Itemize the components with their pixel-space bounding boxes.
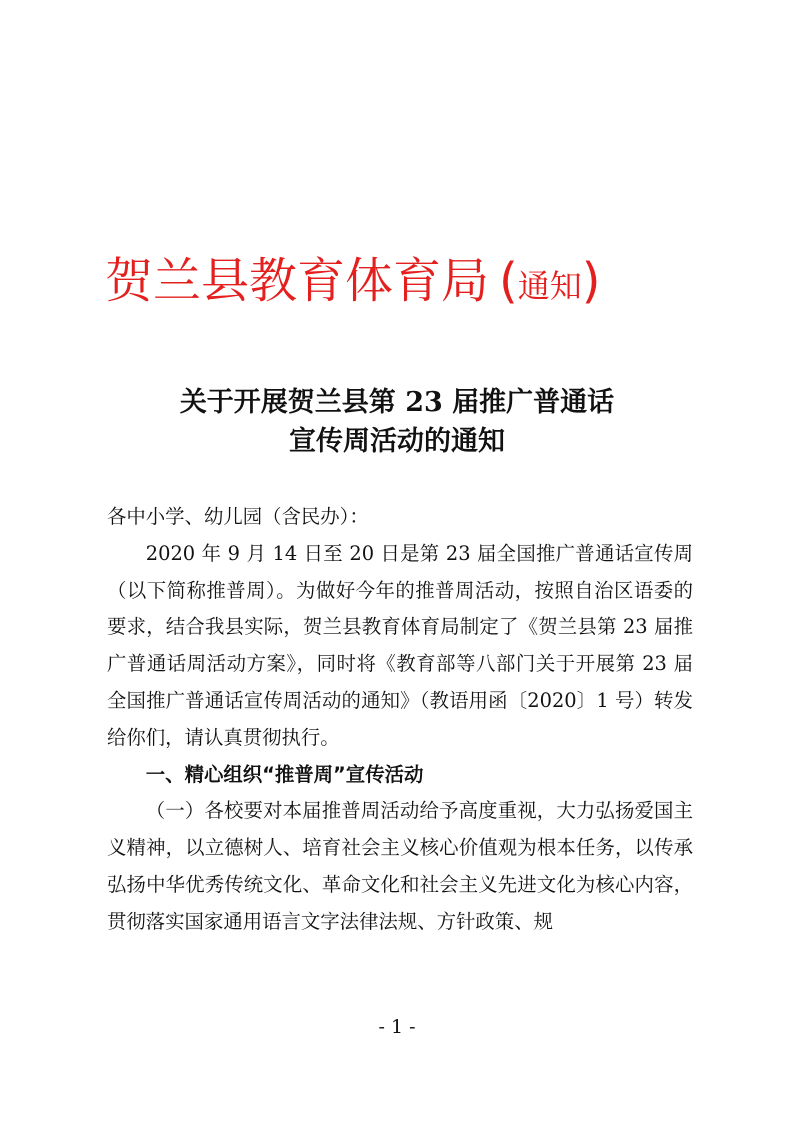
- masthead-org-name: 贺兰县教育体育局: [105, 253, 490, 309]
- masthead: [105, 246, 705, 316]
- masthead-close-paren: ): [581, 253, 601, 309]
- document-title-line-1: 关于开展贺兰县第 23 届推广普通话: [179, 387, 615, 418]
- document-title-line-2: 宣传周活动的通知: [289, 426, 505, 457]
- masthead-open-paren: (: [499, 253, 518, 309]
- document-body: [107, 499, 693, 941]
- masthead-document-kind: 通知: [517, 267, 582, 305]
- paragraph-section-1-item-1: （一）各校要对本届推普周活动给予高度重视，大力弘扬爱国主义精神，以立德树人、培育社会主义核心价值观为根本任务，以传承弘扬中华优秀传统文化、革命文化和社会主义先进文化为核心内容，贯彻落实国家通用语言文字法律法规、方针政策、规: [107, 799, 693, 933]
- salutation: 各中小学、幼儿园（含民办）：: [107, 505, 369, 528]
- page-number: - 1 -: [378, 1016, 416, 1038]
- paragraph-intro: 2020 年 9 月 14 日至 20 日是第 23 届全国推广普通话宣传周（以下简称推普周）。为做好今年的推普周活动，按照自治区语委的要求，结合我县实际，贺兰县教育体育局制定了《贺兰县第 23 届推广普通话周活动方案》，同时将《教育部等八部门关于开展第 23 届全国推广普通话宣传周活动的通知》（教语用函〔2020〕1 号）转发给你们，请认真贯彻执行。: [107, 541, 693, 749]
- section-heading-1: 一、精心组织“推普周”宣传活动: [145, 762, 424, 786]
